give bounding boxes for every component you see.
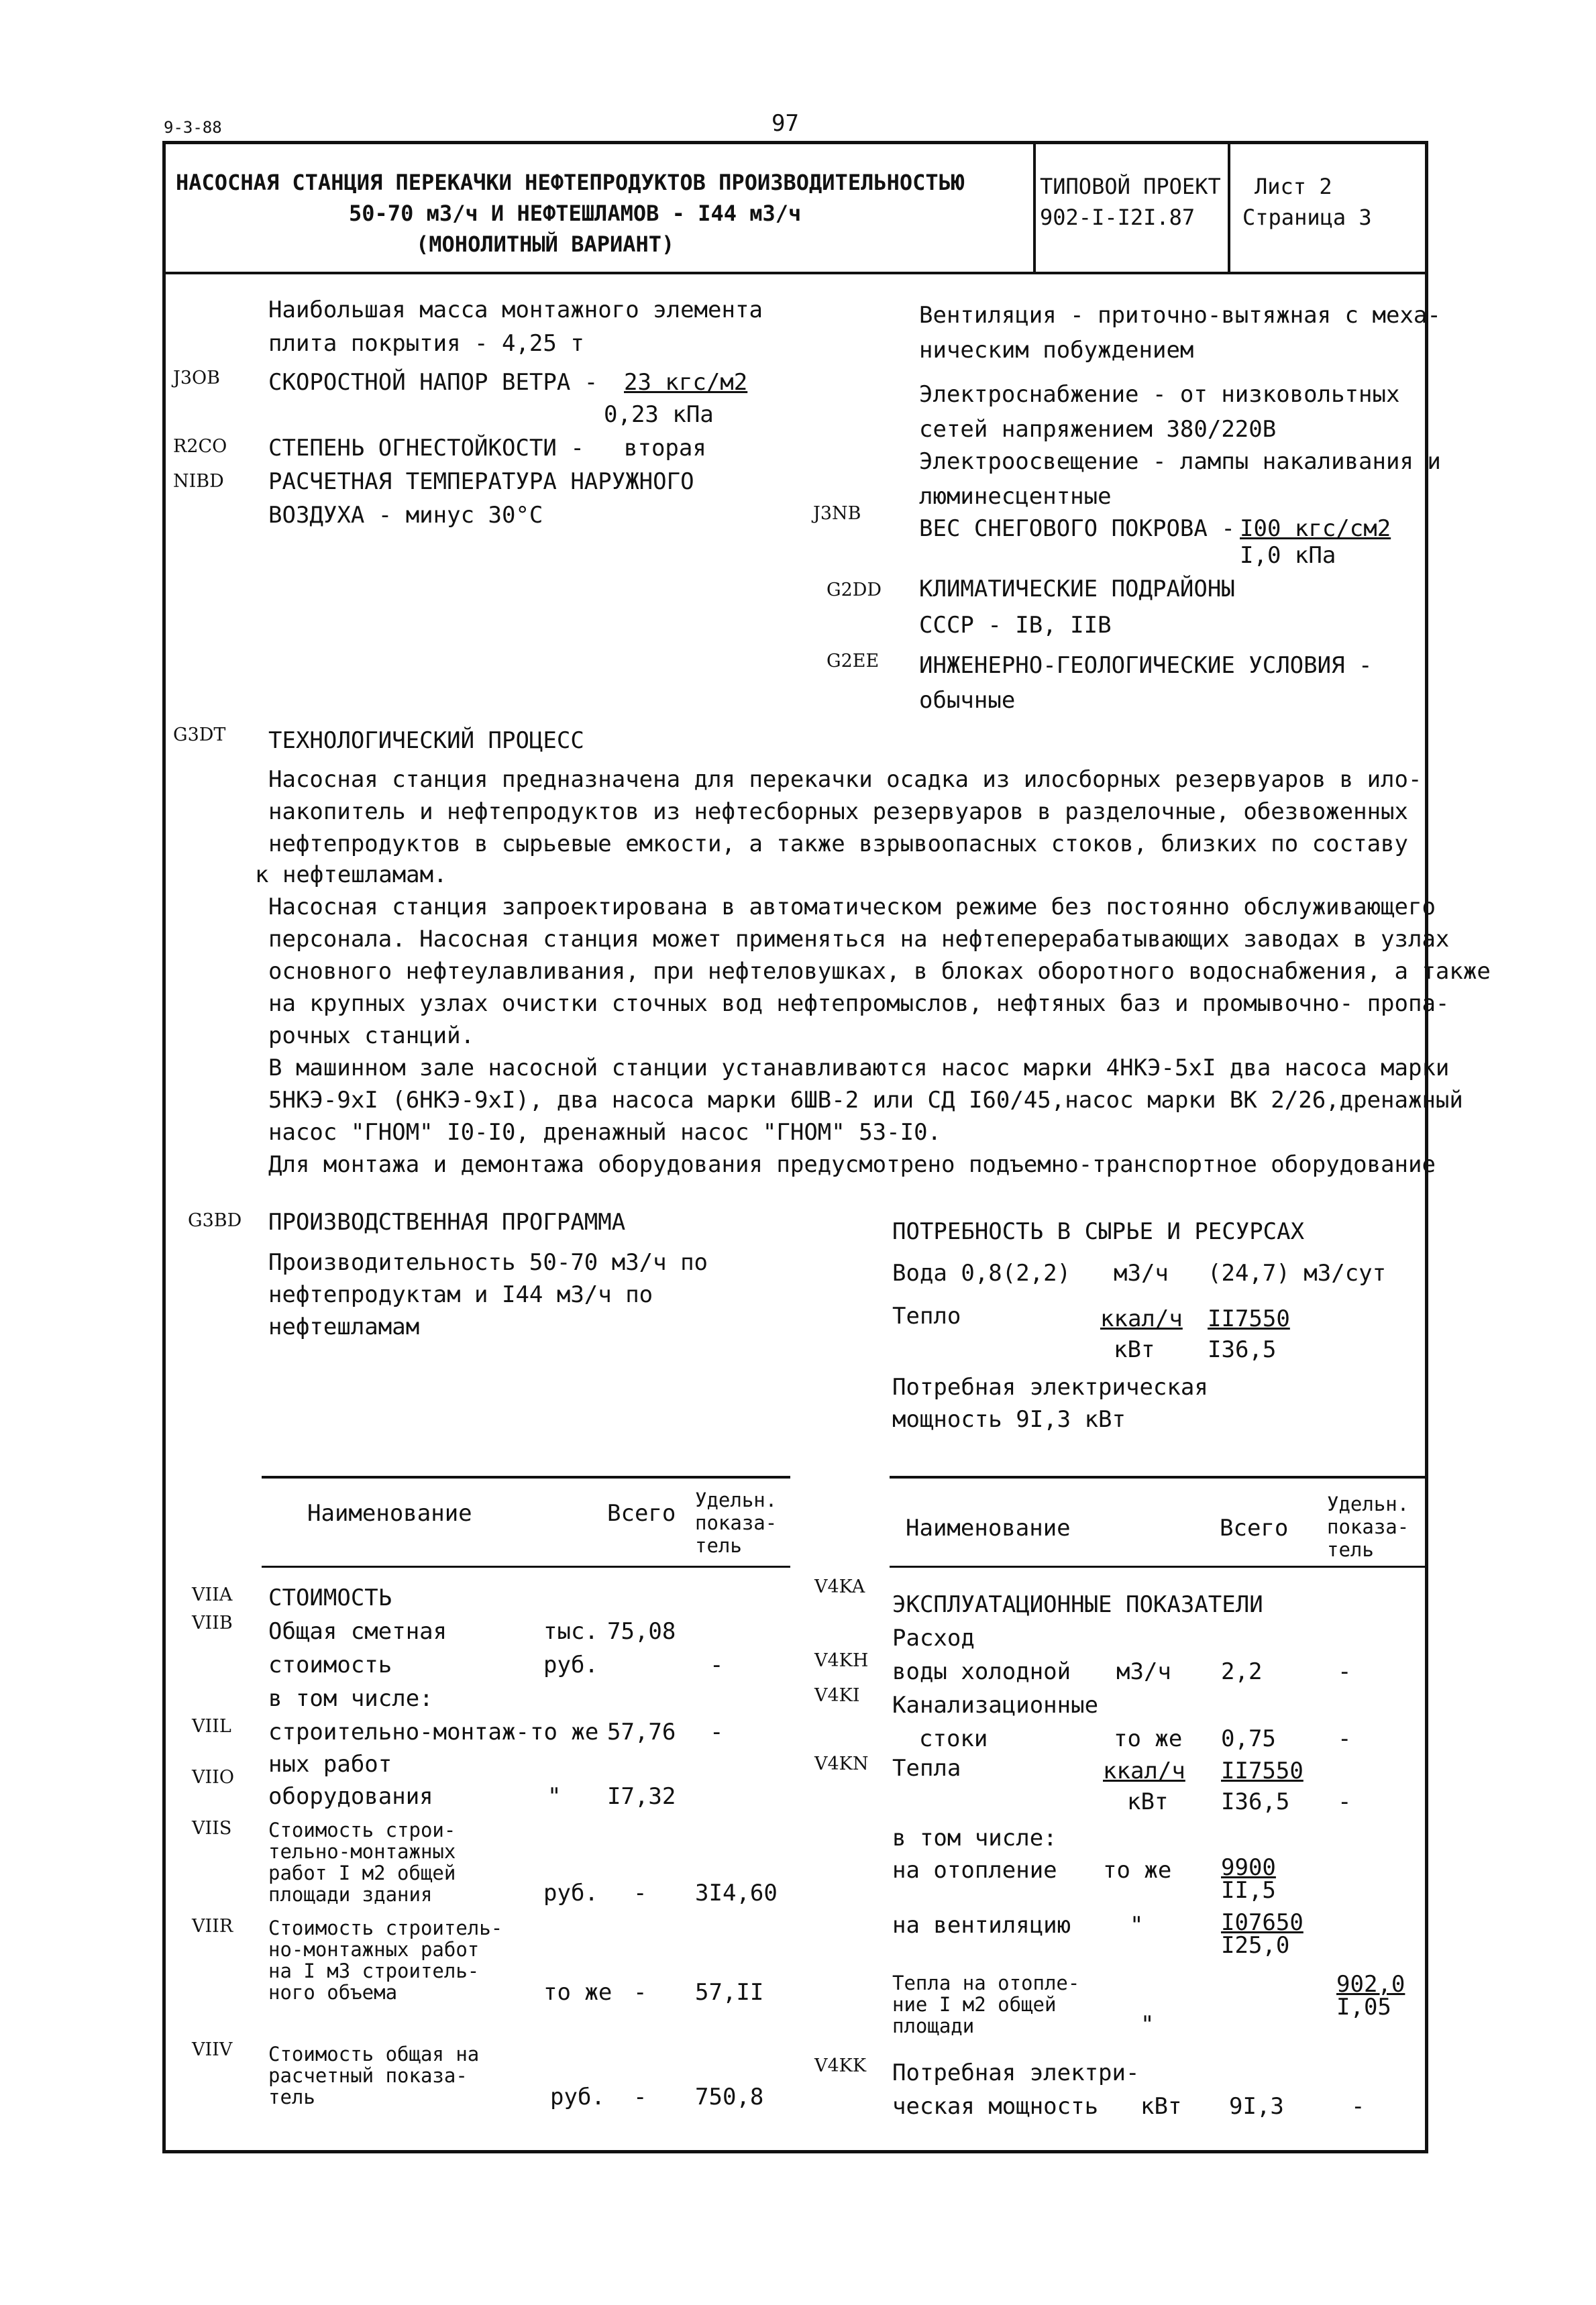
left-row-equipment: оборудования xyxy=(268,1783,433,1810)
right-row-heating: на отопление xyxy=(892,1857,1057,1884)
document-code: 9-3-88 xyxy=(164,118,222,137)
right-cell-spec: - xyxy=(1338,1788,1352,1815)
right-row-cold-water: воды холодной xyxy=(892,1658,1071,1685)
row-code: VIIB xyxy=(192,1613,233,1633)
right-cell-total: 9I,3 xyxy=(1229,2093,1284,2120)
temp-line1: РАСЧЕТНАЯ ТЕМПЕРАТУРА НАРУЖНОГО xyxy=(268,468,694,495)
process-line: 5НКЭ-9хI (6НКЭ-9хI), два насоса марки 6ШВ-2 или СД I60/45,насос марки ВК 2/26,дренажный xyxy=(268,1087,1463,1114)
left-row-cost-m3-4: ного объема xyxy=(268,1981,398,2004)
left-row-total-cost-2: стоимость xyxy=(268,1652,392,1678)
left-cell-spec: 3I4,60 xyxy=(695,1880,778,1907)
left-row-including: в том числе: xyxy=(268,1685,433,1712)
row-code: V4KI xyxy=(814,1685,860,1706)
project-number: 902-I-I2I.87 xyxy=(1040,205,1195,230)
fire-code: R2CO xyxy=(173,436,227,457)
left-row-cost-m2-2: тельно-монтажных xyxy=(268,1840,456,1863)
row-code: VIIV xyxy=(192,2039,233,2060)
right-cell-spec: - xyxy=(1338,1658,1352,1685)
left-row-cost-indicator-2: расчетный показа- xyxy=(268,2064,468,2087)
project-label: ТИПОВОЙ ПРОЕКТ xyxy=(1040,174,1221,199)
lighting-line2: люминесцентные xyxy=(919,483,1112,510)
right-cell-total: 2,2 xyxy=(1221,1658,1263,1685)
left-cell-unit: " xyxy=(547,1783,562,1810)
sheet-number: Лист 2 xyxy=(1255,174,1332,199)
left-row-cost-m3-3: на I м3 строитель- xyxy=(268,1960,480,1982)
header-title-line3: (МОНОЛИТНЫЙ ВАРИАНТ) xyxy=(416,231,675,257)
power-supply-line1: Электроснабжение - от низковольтных xyxy=(919,381,1400,408)
row-code: VIIL xyxy=(192,1716,231,1737)
right-header-name: Наименование xyxy=(906,1515,1071,1542)
right-header-spec2: показа- xyxy=(1327,1515,1409,1538)
right-cell-unit: то же xyxy=(1103,1857,1172,1884)
right-header-spec3: тель xyxy=(1327,1538,1374,1561)
right-header-total: Всего xyxy=(1220,1515,1289,1542)
program-line2: нефтепродуктам и I44 м3/ч по xyxy=(268,1281,653,1308)
program-line1: Производительность 50-70 м3/ч по xyxy=(268,1249,708,1276)
elec-need-line1: Потребная электрическая xyxy=(892,1374,1208,1401)
temp-line2: ВОЗДУХА - минус 30°С xyxy=(268,502,543,529)
left-cell-spec: 750,8 xyxy=(695,2084,764,2110)
right-cell-unit: м3/ч xyxy=(1116,1658,1171,1685)
right-cell-unit: ккал/ч xyxy=(1103,1758,1185,1784)
right-row-heat: Тепла xyxy=(892,1755,961,1782)
left-row-cost-m3-2: но-монтажных работ xyxy=(268,1938,480,1961)
row-code: VIIA xyxy=(192,1585,233,1605)
climate-code: G2DD xyxy=(827,580,882,600)
heat-value-kw: I36,5 xyxy=(1208,1336,1277,1363)
program-title: ПРОИЗВОДСТВЕННАЯ ПРОГРАММА xyxy=(268,1209,626,1236)
geology-line1: ИНЖЕНЕРНО-ГЕОЛОГИЧЕСКИЕ УСЛОВИЯ - xyxy=(919,652,1373,679)
process-line: нефтепродуктов в сырьевые емкости, а также взрывоопасных стоков, близких по составу xyxy=(268,830,1408,857)
right-cell-unit: кВт xyxy=(1127,1788,1169,1815)
right-row-ventilation: на вентиляцию xyxy=(892,1912,1071,1939)
right-cell-spec: 902,0 xyxy=(1336,1971,1405,1998)
row-code: VIIS xyxy=(192,1818,232,1839)
process-line: к нефтешламам. xyxy=(255,861,447,888)
right-cell-spec: - xyxy=(1351,2093,1365,2120)
left-cell-unit: руб. xyxy=(543,1652,598,1678)
left-cell-unit: руб. xyxy=(543,1880,598,1907)
ventilation-line2: ническим побуждением xyxy=(919,337,1194,364)
water-unit: м3/ч xyxy=(1114,1260,1169,1287)
right-cell-total: I25,0 xyxy=(1221,1932,1290,1959)
page-number: 97 xyxy=(772,110,799,137)
left-header-spec2: показа- xyxy=(695,1511,778,1534)
process-line: Насосная станция предназначена для перекачки осадка из илосборных резервуаров в ило- xyxy=(268,766,1422,793)
left-cell-spec: 57,II xyxy=(695,1979,764,2006)
wind-value: 23 кгс/м2 xyxy=(624,369,748,396)
snow-value-kpa: I,0 кПа xyxy=(1240,542,1336,569)
right-cell-unit: " xyxy=(1140,2011,1155,2038)
fire-value: вторая xyxy=(624,435,706,462)
right-row-heat-per-m2-2: ние I м2 общей xyxy=(892,1993,1057,2016)
row-code: V4KN xyxy=(814,1754,869,1774)
right-table-top-rule xyxy=(890,1476,1426,1479)
row-code: VIIO xyxy=(192,1767,234,1788)
row-code: V4KK xyxy=(814,2055,867,2076)
right-cell-total: I36,5 xyxy=(1221,1788,1290,1815)
left-cell-total: - xyxy=(633,2084,647,2110)
process-line: персонала. Насосная станция может применяться на нефтеперерабатывающих заводах в узлах xyxy=(268,926,1450,953)
left-table-header-rule xyxy=(262,1566,790,1568)
page-label: Страница 3 xyxy=(1242,205,1372,230)
resources-title: ПОТРЕБНОСТЬ В СЫРЬЕ И РЕСУРСАХ xyxy=(892,1218,1305,1245)
water-label: Вода 0,8(2,2) xyxy=(892,1260,1071,1287)
ventilation-line1: Вентиляция - приточно-вытяжная с меха- xyxy=(919,302,1441,329)
left-cell-total: - xyxy=(633,1880,647,1907)
left-cell-total: 57,76 xyxy=(607,1719,676,1746)
process-line: рочных станций. xyxy=(268,1022,475,1049)
left-cell-unit: то же xyxy=(530,1719,599,1746)
left-row-cost-m2: Стоимость строи- xyxy=(268,1819,456,1841)
wind-label: СКОРОСТНОЙ НАПОР ВЕТРА - xyxy=(268,369,598,396)
left-cell-total: I7,32 xyxy=(607,1783,676,1810)
right-cell-unit: кВт xyxy=(1140,2093,1182,2120)
right-row-sewage: Канализационные xyxy=(892,1692,1099,1719)
geology-line2: обычные xyxy=(919,687,1016,714)
elec-need-line2: мощность 9I,3 кВт xyxy=(892,1406,1126,1433)
left-cell-unit: тыс. xyxy=(543,1618,598,1645)
header-title-line2: 50-70 м3/ч И НЕФТЕШЛАМОВ - I44 м3/ч xyxy=(349,201,802,226)
right-table-header-rule xyxy=(890,1566,1426,1568)
header-vline-1 xyxy=(1033,141,1036,274)
process-line: накопитель и нефтепродуктов из нефтесборных резервуаров в разделочные, обезвоженных xyxy=(268,798,1408,825)
program-line3: нефтешламам xyxy=(268,1314,420,1340)
left-table-top-rule xyxy=(262,1476,790,1479)
left-cell-unit: руб. xyxy=(550,2084,605,2110)
left-cell-spec: - xyxy=(710,1719,724,1746)
right-header-spec1: Удельн. xyxy=(1327,1493,1409,1515)
header-vline-2 xyxy=(1228,141,1230,274)
heat-unit-kw: кВт xyxy=(1114,1336,1155,1363)
left-row-construction-2: ных работ xyxy=(268,1751,392,1778)
right-cell-total: II7550 xyxy=(1221,1758,1304,1784)
process-code: G3DT xyxy=(173,725,226,745)
left-row-cost-title: СТОИМОСТЬ xyxy=(268,1585,392,1611)
left-header-name: Наименование xyxy=(307,1500,472,1527)
right-row-sewage-2: стоки xyxy=(919,1725,988,1752)
heat-unit-kcal: ккал/ч xyxy=(1100,1305,1183,1332)
geology-code: G2EE xyxy=(827,651,880,672)
process-line: В машинном зале насосной станции устанавливаются насос марки 4НКЭ-5хI два насоса марки xyxy=(268,1055,1450,1081)
process-title: ТЕХНОЛОГИЧЕСКИЙ ПРОЦЕСС xyxy=(268,727,584,754)
right-cell-total: 0,75 xyxy=(1221,1725,1276,1752)
climate-line2: СССР - IB, IIB xyxy=(919,612,1112,639)
header-divider xyxy=(162,272,1428,274)
right-row-heat-per-m2-3: площади xyxy=(892,2015,975,2037)
right-cell-unit: " xyxy=(1130,1912,1144,1939)
wind-value-kpa: 0,23 кПа xyxy=(604,401,714,428)
right-cell-total: I07650 xyxy=(1221,1909,1304,1936)
right-row-including: в том числе: xyxy=(892,1825,1057,1852)
right-cell-spec: - xyxy=(1338,1725,1352,1752)
header-title-line1: НАСОСНАЯ СТАНЦИЯ ПЕРЕКАЧКИ НЕФТЕПРОДУКТОВ ПРОИЗВОДИТЕЛЬНОСТЬЮ xyxy=(176,170,965,195)
wind-code: J3OB xyxy=(173,368,220,388)
left-row-cost-indicator-3: тель xyxy=(268,2086,315,2108)
left-row-cost-m2-3: работ I м2 общей xyxy=(268,1862,456,1884)
left-cell-total: - xyxy=(633,1979,647,2006)
snow-label: ВЕС СНЕГОВОГО ПОКРОВА - xyxy=(919,515,1235,542)
right-row-consumption: Расход xyxy=(892,1625,975,1652)
right-cell-total: 9900 xyxy=(1221,1854,1276,1881)
snow-code: J3NB xyxy=(813,503,861,524)
left-header-spec3: тель xyxy=(695,1534,742,1557)
row-code: VIIR xyxy=(192,1916,233,1937)
left-cell-total: 75,08 xyxy=(607,1618,676,1645)
water-per-day: (24,7) м3/сут xyxy=(1208,1260,1387,1287)
right-cell-unit: то же xyxy=(1114,1725,1183,1752)
fire-label: СТЕПЕНЬ ОГНЕСТОЙКОСТИ - xyxy=(268,435,584,462)
right-cell-total: II,5 xyxy=(1221,1877,1276,1904)
left-cell-spec: - xyxy=(710,1652,724,1678)
max-mass-line2: плита покрытия - 4,25 т xyxy=(268,330,584,357)
left-row-cost-m2-4: площади здания xyxy=(268,1883,433,1906)
process-line: насос "ГНОМ" I0-I0, дренажный насос "ГНОМ" 53-I0. xyxy=(268,1119,942,1146)
heat-label: Тепло xyxy=(892,1303,961,1330)
right-row-electric-power: Потребная электри- xyxy=(892,2059,1140,2086)
process-line: основного нефтеулавливания, при нефтеловушках, в блоках оборотного водоснабжения, а также xyxy=(268,958,1491,985)
row-code: V4KH xyxy=(814,1650,869,1671)
process-line: Для монтажа и демонтажа оборудования предусмотрено подъемно-транспортное оборудование xyxy=(268,1151,1436,1178)
snow-value: I00 кгс/см2 xyxy=(1240,515,1391,542)
right-row-operational-title: ЭКСПЛУАТАЦИОННЫЕ ПОКАЗАТЕЛИ xyxy=(892,1591,1263,1618)
process-line: Насосная станция запроектирована в автоматическом режиме без постоянно обслуживающего xyxy=(268,894,1436,920)
left-header-spec1: Удельн. xyxy=(695,1489,778,1511)
heat-value-kcal: II7550 xyxy=(1208,1305,1290,1332)
process-line: на крупных узлах очистки сточных вод нефтепромыслов, нефтяных баз и промывочно- пропа- xyxy=(268,990,1450,1017)
left-header-total: Всего xyxy=(607,1500,676,1527)
right-cell-spec: I,05 xyxy=(1336,1994,1391,2021)
lighting-line1: Электроосвещение - лампы накаливания и xyxy=(919,448,1441,475)
right-row-electric-power-2: ческая мощность xyxy=(892,2093,1099,2120)
row-code: V4KA xyxy=(814,1576,865,1597)
left-row-cost-m3: Стоимость строитель- xyxy=(268,1917,503,1939)
climate-line1: КЛИМАТИЧЕСКИЕ ПОДРАЙОНЫ xyxy=(919,576,1235,602)
left-cell-unit: то же xyxy=(543,1979,613,2006)
power-supply-line2: сетей напряжением 380/220В xyxy=(919,416,1277,443)
right-row-heat-per-m2: Тепла на отопле- xyxy=(892,1972,1080,1994)
left-row-total-cost: Общая сметная xyxy=(268,1618,447,1645)
max-mass-line1: Наибольшая масса монтажного элемента xyxy=(268,297,763,323)
temp-code: NIBD xyxy=(173,471,224,492)
left-row-construction: строительно-монтаж- xyxy=(268,1719,529,1746)
left-row-cost-indicator: Стоимость общая на xyxy=(268,2043,480,2066)
program-code: G3BD xyxy=(188,1210,242,1231)
